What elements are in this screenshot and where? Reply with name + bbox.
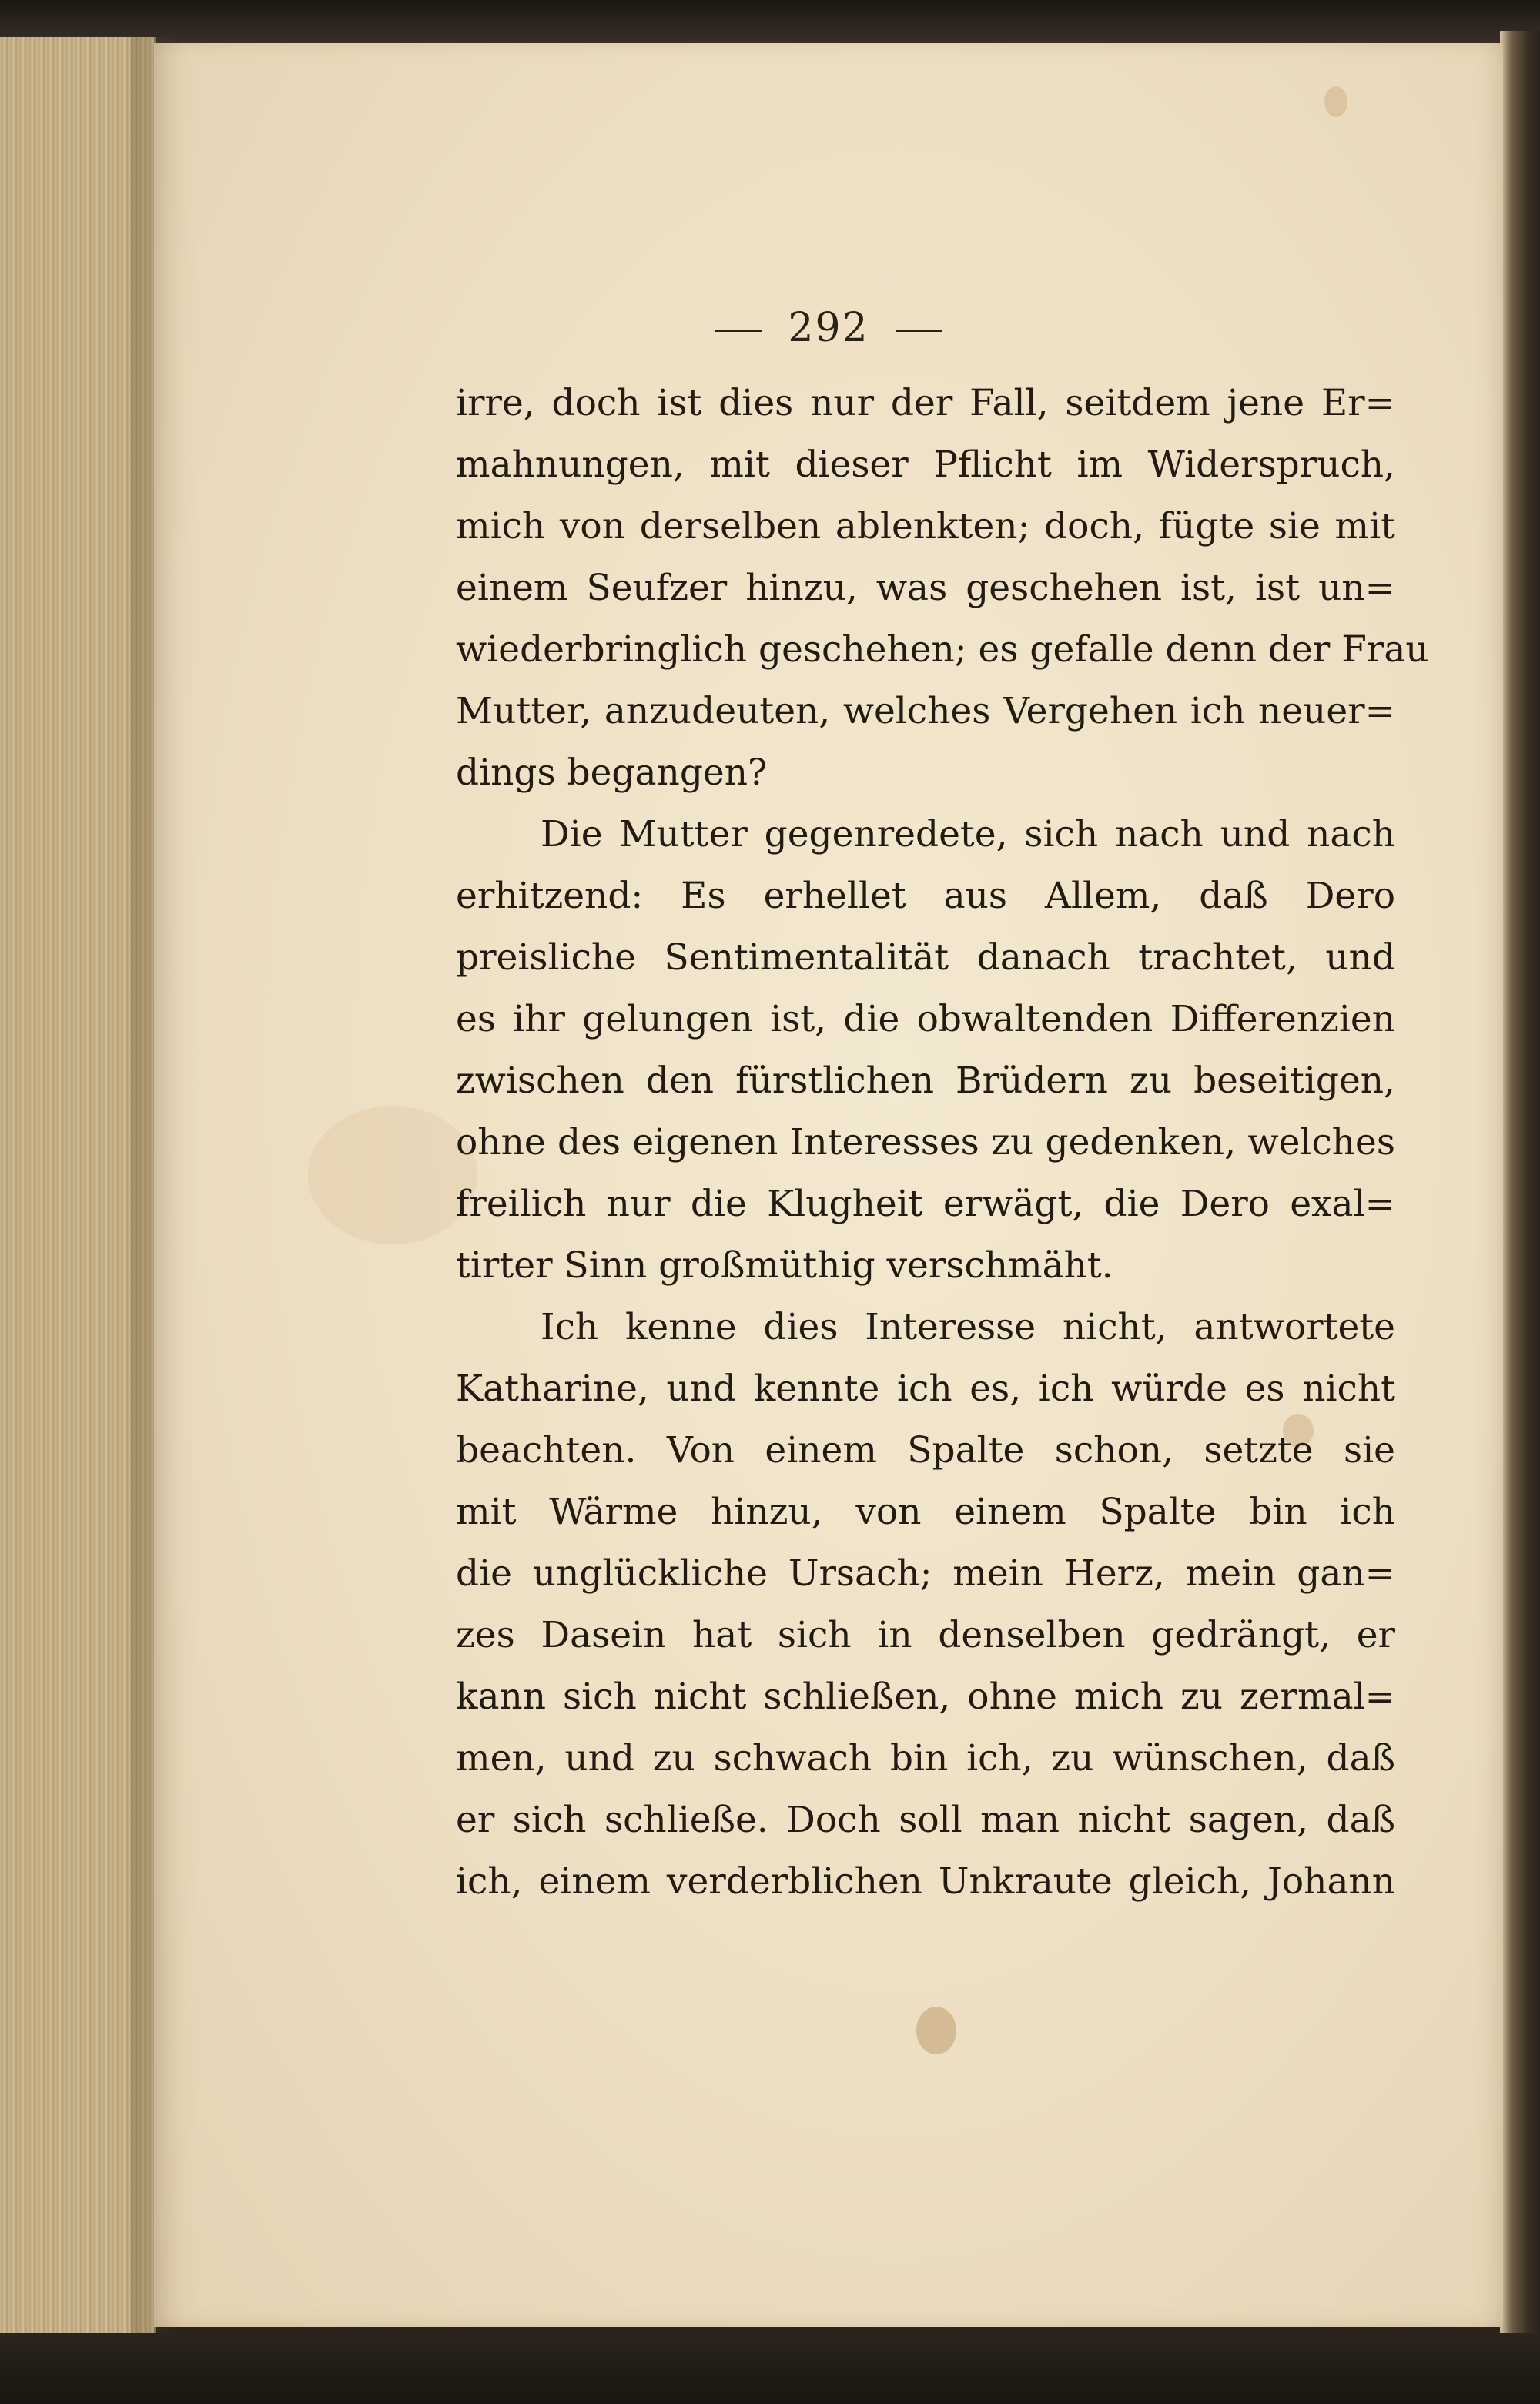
page-header xyxy=(154,305,1503,351)
scan-bottom-edge xyxy=(0,2333,1540,2404)
text-line: freilich nur die Klugheit erwägt, die Dero exal= xyxy=(456,1183,1395,1225)
text-line: zwischen den fürstlichen Brüdern zu beseitigen, xyxy=(456,1060,1395,1102)
foxing-stain xyxy=(308,1106,477,1244)
text-line: tirter Sinn großmüthig verschmäht. xyxy=(456,1244,1113,1287)
scan-top-edge xyxy=(0,0,1540,46)
text-line: dings begangen? xyxy=(456,752,768,794)
text-line: kann sich nicht schließen, ohne mich zu zermal= xyxy=(456,1676,1395,1718)
body-text xyxy=(456,373,1429,1913)
book-cover-edge xyxy=(1500,31,1540,2341)
text-line: wiederbringlich geschehen; es gefalle denn der Frau xyxy=(456,628,1429,671)
text-line: zes Dasein hat sich in denselben gedrängt, er xyxy=(456,1614,1395,1656)
text-line: ohne des eigenen Interesses zu gedenken, welches xyxy=(456,1121,1395,1163)
text-line: beachten. Von einem Spalte schon, setzte sie xyxy=(456,1429,1395,1472)
text-line: preisliche Sentimentalität danach trachtet, und xyxy=(456,936,1395,979)
text-line: einem Seufzer hinzu, was geschehen ist, ist un= xyxy=(456,567,1395,609)
text-line: Katharine, und kennte ich es, ich würde es nicht xyxy=(456,1368,1395,1410)
text-line: Ich kenne dies Interesse nicht, antwortete xyxy=(541,1306,1395,1348)
text-line: mich von derselben ablenkten; doch, fügte sie mit xyxy=(456,505,1395,547)
header-dash-right xyxy=(896,330,942,332)
text-line: die unglückliche Ursach; mein Herz, mein gan= xyxy=(456,1552,1395,1595)
text-line: er sich schließe. Doch soll man nicht sagen, daß xyxy=(456,1799,1395,1841)
foxing-stain xyxy=(916,2007,956,2054)
text-line: mit Wärme hinzu, von einem Spalte bin ich xyxy=(456,1491,1395,1533)
text-line: Die Mutter gegenredete, sich nach und nach xyxy=(541,813,1395,855)
text-line: irre, doch ist dies nur der Fall, seitdem jene Er= xyxy=(456,382,1395,424)
text-line: erhitzend: Es erhellet aus Allem, daß Dero xyxy=(456,875,1395,917)
header-dash-left xyxy=(715,330,762,332)
page-number: 292 xyxy=(788,305,869,351)
text-line: men, und zu schwach bin ich, zu wünschen, daß xyxy=(456,1737,1395,1780)
text-line: ich, einem verderblichen Unkraute gleich, Johann xyxy=(456,1860,1395,1903)
text-line: es ihr gelungen ist, die obwaltenden Differenzien xyxy=(456,998,1395,1040)
text-line: mahnungen, mit dieser Pflicht im Widerspruch, xyxy=(456,444,1395,486)
text-line: Mutter, anzudeuten, welches Vergehen ich neuer= xyxy=(456,690,1395,732)
foxing-stain xyxy=(1324,86,1348,117)
